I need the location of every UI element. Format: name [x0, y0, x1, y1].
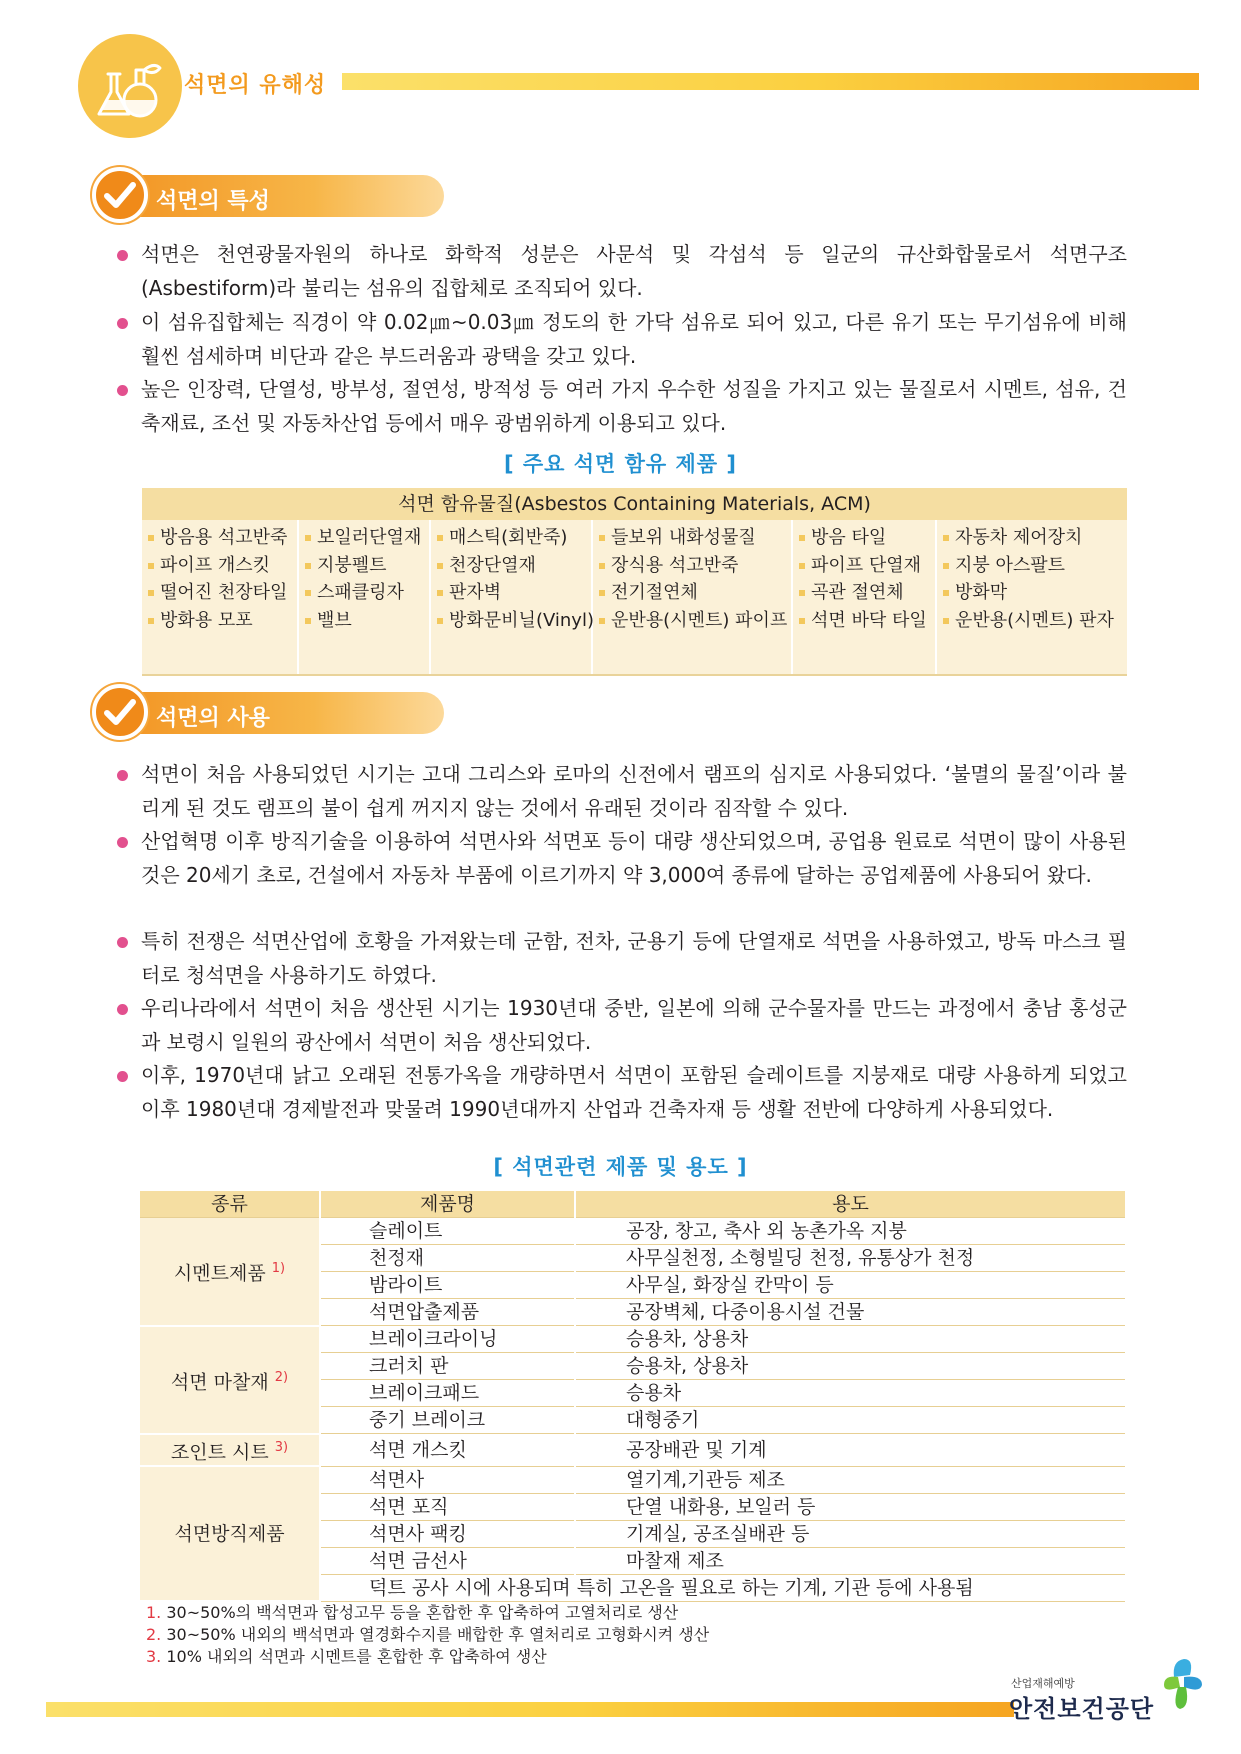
product-use: 승용차, 상용차	[575, 1326, 1125, 1353]
cross-logo-icon	[1160, 1655, 1204, 1715]
bullet-paragraph	[121, 991, 1127, 1059]
org-subtitle: 산업재해예방	[1011, 1677, 1075, 1690]
bullet-icon	[117, 937, 128, 948]
product-use: 사무실, 화장실 칸막이 등	[575, 1272, 1125, 1299]
list-item: 운반용(시멘트) 파이프	[593, 607, 791, 635]
bullet-paragraph	[121, 372, 1127, 440]
product-name: 브레이크패드	[320, 1380, 575, 1407]
bullet-text: 우리나라에서 석면이 처음 생산된 시기는 1930년대 중반, 일본에 의해 군수물자를 만드는 과정에서 충남 홍성군과 보령시 일원의 광산에서 석면이 처음 생산되었다.	[141, 996, 1127, 1054]
table-row	[140, 1326, 1125, 1353]
bullet-paragraph	[121, 757, 1127, 825]
acm-header: 석면 함유물질(Asbestos Containing Materials, ACM)	[142, 488, 1127, 520]
acm-column	[793, 520, 937, 674]
product-note: 덕트 공사 시에 사용되며 특히 고온을 필요로 하는 기계, 기관 등에 사용됨	[320, 1574, 1125, 1601]
product-use: 공장, 창고, 축사 외 농촌가옥 지붕	[575, 1218, 1125, 1245]
category-label: 석면방직제품	[174, 1522, 285, 1545]
product-name: 크러치 판	[320, 1353, 575, 1380]
bullet-paragraph	[121, 1058, 1127, 1126]
column-header: 제품명	[320, 1191, 575, 1218]
bullet-text: 석면이 처음 사용되었던 시기는 고대 그리스와 로마의 신전에서 램프의 심지로 사용되었다. ‘불멸의 물질’이라 불리게 된 것도 램프의 불이 쉽게 꺼지지 않는 것에서 유래된 것이라 짐작할 수 있다.	[141, 762, 1127, 820]
bullet-text: 이 섬유집합체는 직경이 약 0.02㎛~0.03㎛ 정도의 한 가닥 섬유로 되어 있고, 다른 유기 또는 무기섬유에 비해 훨씬 섬세하며 비단과 같은 부드러움과 광택을 갖고 있다.	[141, 310, 1127, 368]
product-name: 석면 포직	[320, 1493, 575, 1520]
bullet-paragraph	[121, 824, 1127, 892]
table-row	[140, 1434, 1125, 1466]
list-item: 장식용 석고반죽	[593, 552, 791, 580]
list-item: 밸브	[299, 607, 429, 635]
list-item: 판자벽	[431, 579, 591, 607]
footnotes	[146, 1602, 709, 1668]
footnote-ref: 3)	[274, 1439, 289, 1455]
column-header: 용도	[575, 1191, 1125, 1218]
list-item: 석면 바닥 타일	[793, 607, 935, 635]
bullet-paragraph	[121, 924, 1127, 992]
category-cell	[140, 1466, 320, 1601]
footnote-number: 3.	[146, 1647, 162, 1666]
product-name: 석면압출제품	[320, 1299, 575, 1326]
list-item: 방음 타일	[793, 524, 935, 552]
footnote-number: 2.	[146, 1625, 162, 1644]
list-item: 운반용(시멘트) 판자	[937, 607, 1127, 635]
product-usage-table	[140, 1191, 1125, 1602]
product-use: 승용차, 상용차	[575, 1353, 1125, 1380]
section-heading-properties	[92, 173, 352, 219]
section-heading-usage	[92, 690, 352, 736]
header-bar	[342, 73, 1199, 90]
table-caption: [ 주요 석면 함유 제품 ]	[503, 452, 738, 476]
product-name: 천정재	[320, 1245, 575, 1272]
list-item: 자동차 제어장치	[937, 524, 1127, 552]
footnote	[146, 1646, 709, 1668]
list-item: 방화용 모포	[142, 607, 297, 635]
list-item: 스패클링자	[299, 579, 429, 607]
category-label: 조인트 시트	[170, 1441, 269, 1464]
footnote	[146, 1602, 709, 1624]
column-header: 종류	[140, 1191, 320, 1218]
acm-body	[142, 520, 1127, 676]
list-item: 보일러단열재	[299, 524, 429, 552]
list-item: 지붕 아스팔트	[937, 552, 1127, 580]
bullet-icon	[117, 385, 128, 396]
list-item: 매스틱(회반죽)	[431, 524, 591, 552]
bullet-text: 석면은 천연광물자원의 하나로 화학적 성분은 사문석 및 각섬석 등 일군의 규산화합물로서 석면구조(Asbestiform)라 불리는 섬유의 집합체로 조직되어 있다.	[141, 242, 1127, 300]
product-use: 열기계,기관등 제조	[575, 1466, 1125, 1493]
footnote-text: 30~50%의 백석면과 합성고무 등을 혼합한 후 압축하여 고열처리로 생산	[166, 1603, 679, 1622]
category-cell	[140, 1326, 320, 1434]
table-row	[140, 1218, 1125, 1245]
footnote-ref: 2)	[274, 1369, 289, 1385]
category-label: 시멘트제품	[173, 1262, 266, 1285]
product-use: 대형중기	[575, 1407, 1125, 1434]
footnote-number: 1.	[146, 1603, 162, 1622]
product-name: 브레이크라이닝	[320, 1326, 575, 1353]
product-use: 사무실천정, 소형빌딩 천정, 유통상가 천정	[575, 1245, 1125, 1272]
bullet-text: 높은 인장력, 단열성, 방부성, 절연성, 방적성 등 여러 가지 우수한 성질을 가지고 있는 물질로서 시멘트, 섬유, 건축재료, 조선 및 자동차산업 등에서 매우 광범위하게 이용되고 있다.	[141, 377, 1127, 435]
bullet-icon	[117, 318, 128, 329]
product-use: 마찰재 제조	[575, 1547, 1125, 1574]
bullet-icon	[117, 837, 128, 848]
product-name: 중기 브레이크	[320, 1407, 575, 1434]
bullet-icon	[117, 1071, 128, 1082]
table-caption: [ 석면관련 제품 및 용도 ]	[493, 1155, 748, 1179]
bullet-icon	[117, 770, 128, 781]
footnote-text: 30~50% 내외의 백석면과 열경화수지를 배합한 후 열처리로 고형화시켜 생산	[166, 1625, 710, 1644]
product-name: 석면 금선사	[320, 1547, 575, 1574]
list-item: 천장단열재	[431, 552, 591, 580]
section-title: 석면의 사용	[156, 706, 270, 731]
footnote-text: 10% 내외의 석면과 시멘트를 혼합한 후 압축하여 생산	[166, 1647, 547, 1666]
list-item: 방음용 석고반죽	[142, 524, 297, 552]
acm-column	[937, 520, 1127, 674]
org-logo-text: 안전보건공단	[1009, 1695, 1155, 1723]
list-item: 곡관 절연체	[793, 579, 935, 607]
product-use: 공장벽체, 다중이용시설 건물	[575, 1299, 1125, 1326]
product-name: 밤라이트	[320, 1272, 575, 1299]
list-item: 방화문비닐(Vinyl)	[431, 607, 591, 635]
list-item: 방화막	[937, 579, 1127, 607]
product-name: 석면사	[320, 1466, 575, 1493]
checkmark-icon	[92, 167, 148, 223]
acm-column	[142, 520, 299, 674]
table-header-row	[140, 1191, 1125, 1218]
acm-table	[142, 488, 1127, 676]
product-use: 승용차	[575, 1380, 1125, 1407]
product-use: 기계실, 공조실배관 등	[575, 1520, 1125, 1547]
page-title: 석면의 유해성	[184, 73, 327, 98]
category-cell	[140, 1434, 320, 1466]
table-row	[140, 1466, 1125, 1493]
bullet-paragraph	[121, 237, 1127, 305]
list-item: 떨어진 천장타일	[142, 579, 297, 607]
category-cell	[140, 1218, 320, 1326]
list-item: 파이프 단열재	[793, 552, 935, 580]
bullet-text: 이후, 1970년대 낡고 오래된 전통가옥을 개량하면서 석면이 포함된 슬레이트를 지붕재로 대량 사용하게 되었고 이후 1980년대 경제발전과 맞물려 1990년대까지 산업과 건축자재 등 생활 전반에 다양하게 사용되었다.	[141, 1063, 1127, 1121]
footer-bar	[46, 1702, 1014, 1717]
category-label: 석면 마찰재	[170, 1370, 269, 1393]
bullet-text: 산업혁명 이후 방직기술을 이용하여 석면사와 석면포 등이 대량 생산되었으며, 공업용 원료로 석면이 많이 사용된 것은 20세기 초로, 건설에서 자동차 부품에 이르기까지 약 3,000여 종류에 달하는 공업제품에 사용되어 왔다.	[141, 829, 1127, 887]
product-use: 공장배관 및 기계	[575, 1434, 1125, 1466]
bullet-icon	[117, 250, 128, 261]
product-name: 석면사 팩킹	[320, 1520, 575, 1547]
flask-icon	[78, 34, 182, 138]
bullet-text: 특히 전쟁은 석면산업에 호황을 가져왔는데 군함, 전차, 군용기 등에 단열재로 석면을 사용하였고, 방독 마스크 필터로 청석면을 사용하기도 하였다.	[141, 929, 1127, 987]
acm-column	[431, 520, 593, 674]
bullet-paragraph	[121, 305, 1127, 373]
footnote	[146, 1624, 709, 1646]
footnote-ref: 1)	[271, 1261, 286, 1277]
checkmark-icon	[92, 684, 148, 740]
list-item: 전기절연체	[593, 579, 791, 607]
list-item: 들보위 내화성물질	[593, 524, 791, 552]
section-title: 석면의 특성	[156, 189, 270, 214]
product-name: 석면 개스킷	[320, 1434, 575, 1466]
list-item: 파이프 개스킷	[142, 552, 297, 580]
product-name: 슬레이트	[320, 1218, 575, 1245]
acm-column	[593, 520, 793, 674]
bullet-icon	[117, 1004, 128, 1015]
product-use: 단열 내화용, 보일러 등	[575, 1493, 1125, 1520]
acm-column	[299, 520, 431, 674]
list-item: 지붕펠트	[299, 552, 429, 580]
